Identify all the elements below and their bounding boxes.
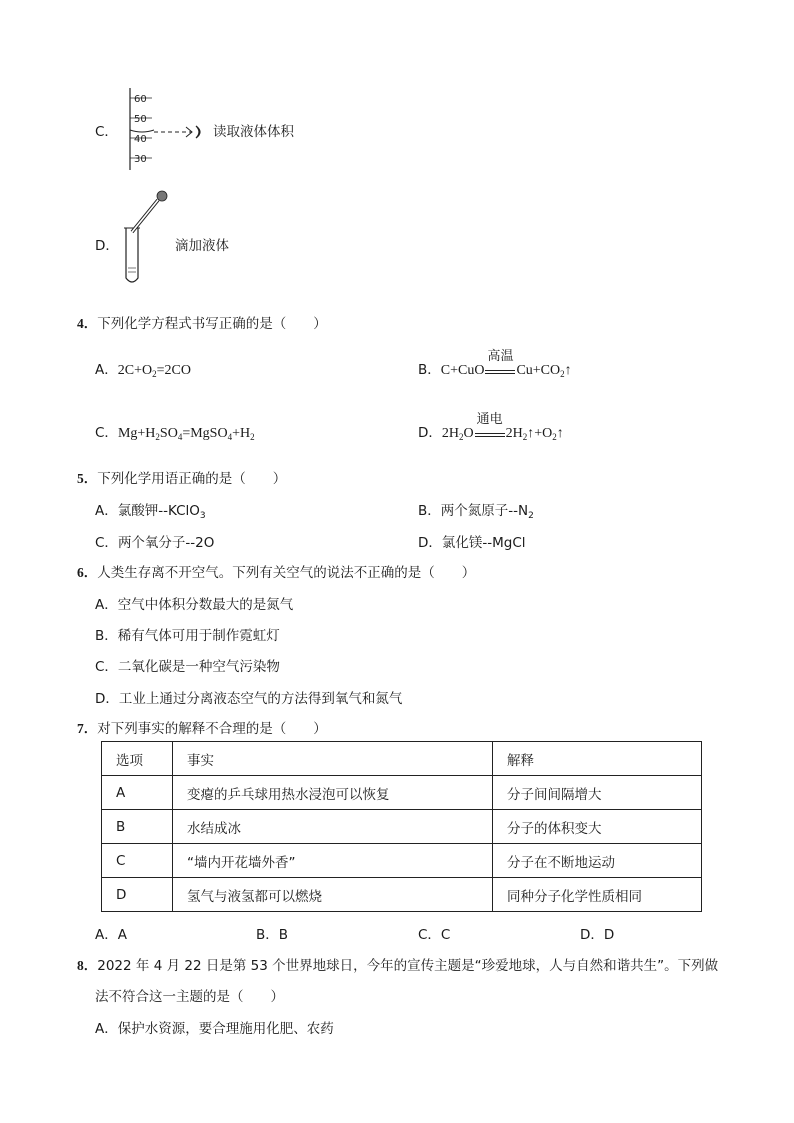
table-cell: 分子间间隔增大 [493,776,702,810]
q5-option-a: A．氯酸钾--KClO$_3$ [95,503,206,521]
table-cell: C [102,844,173,878]
graduated-cylinder-reading-figure [120,86,220,172]
table-cell: A [102,776,173,810]
q3-option-d-label: 滴加液体 [175,238,229,254]
table-row [102,878,702,912]
q6-option-b: B．稀有气体可用于制作霓虹灯 [95,628,280,644]
table-cell: 分子在不断地运动 [493,844,702,878]
table-cell: “墙内开花墙外香” [173,844,493,878]
q6-option-c: C．二氧化碳是一种空气污染物 [95,659,280,675]
table-cell: D [102,878,173,912]
q4-option-c: C．$Mg+H_2SO_4=MgSO_4+H_2$ [95,425,255,442]
cylinder-tick-30: 30 [134,154,147,165]
table-cell: B [102,810,173,844]
table-row [102,776,702,810]
table-cell: 变瘪的乒乓球用热水浸泡可以恢复 [173,776,493,810]
q5-option-d: D．氯化镁--MgCl [418,535,526,551]
table-cell: 氢气与液氢都可以燃烧 [173,878,493,912]
cylinder-tick-60: 60 [134,94,147,105]
q3-option-c-letter: C． [95,124,118,140]
q7-option-b: B．B [256,927,289,943]
table-header-cell: 事实 [173,742,493,776]
table-header-row [102,742,702,776]
cylinder-tick-40: 40 [134,134,147,145]
facts-explanation-table [101,741,702,912]
eye-icon [196,126,200,138]
q4-option-d: D．$2H_2O$ 通电 $2H_2↑+O_2↑$ [418,412,564,442]
question-6-stem: 6．人类生存离不开空气。下列有关空气的说法不正确的是（ ） [77,565,476,581]
question-4-stem: 4．下列化学方程式书写正确的是（ ） [77,316,327,332]
question-8-stem-line1: 8．2022 年 4 月 22 日是第 53 个世界地球日，今年的宣传主题是“珍爱地球，人与自然和谐共生”。下列做 [77,958,719,974]
table-header-cell: 选项 [102,742,173,776]
table-row [102,844,702,878]
q6-option-d: D．工业上通过分离液态空气的方法得到氧气和氮气 [95,691,403,707]
q5-option-b: B．两个氮原子$--N_2$ [418,503,534,521]
q7-option-d: D．D [580,927,615,943]
q3-option-c-label: 读取液体体积 [213,124,294,140]
table-row [102,810,702,844]
q4-option-a: A．$2C+O_2=2CO$ [95,362,191,379]
dropper-test-tube-figure [118,188,178,288]
question-5-stem: 5．下列化学用语正确的是（ ） [77,471,287,487]
table-cell: 同种分子化学性质相同 [493,878,702,912]
question-8-stem-line2: 法不符合这一主题的是（ ） [95,989,284,1005]
dropper-bulb-icon [157,191,167,201]
table-cell: 水结成冰 [173,810,493,844]
question-7-stem: 7．对下列事实的解释不合理的是（ ） [77,721,327,737]
q8-option-a: A．保护水资源，要合理施用化肥、农药 [95,1021,334,1037]
q3-option-d-letter: D． [95,238,119,254]
q7-option-a: A．A [95,927,127,943]
q5-option-c: C．两个氧分子--2O [95,535,215,551]
cylinder-tick-50: 50 [134,114,147,125]
q4-option-b: B．C+CuO 高温 $Cu+CO_2↑$ [418,349,572,379]
table-header-cell: 解释 [493,742,702,776]
table-cell: 分子的体积变大 [493,810,702,844]
q7-option-c: C．C [418,927,451,943]
q6-option-a: A．空气中体积分数最大的是氮气 [95,597,294,613]
